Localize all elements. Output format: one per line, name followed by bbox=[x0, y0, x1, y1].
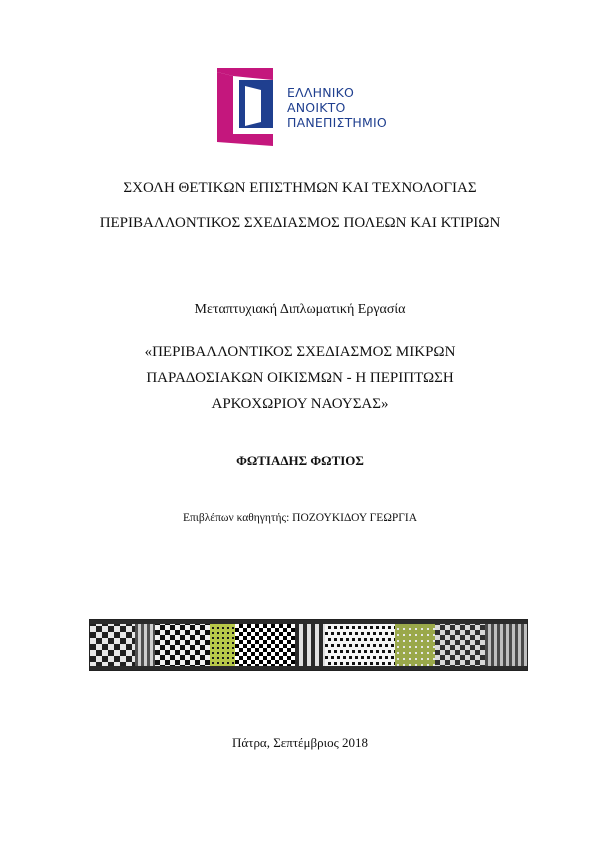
program-name: ΠΕΡΙΒΑΛΛΟΝΤΙΚΟΣ ΣΧΕΔΙΑΣΜΟΣ ΠΟΛΕΩΝ ΚΑΙ ΚΤΙΡΙΩΝ bbox=[99, 215, 501, 231]
author-name: ΦΩΤΙΑΔΗΣ ΦΩΤΙΟΣ bbox=[236, 453, 364, 468]
thesis-title-line-3: ΑΡΚΟΧΩΡΙΟΥ ΝΑΟΥΣΑΣ» bbox=[211, 396, 389, 412]
thesis-type: Μεταπτυχιακή Διπλωματική Εργασία bbox=[194, 302, 406, 317]
logo-line-2: ΑΝΟΙΚΤΟ bbox=[287, 100, 346, 115]
facade-collage-image bbox=[90, 620, 527, 670]
university-name bbox=[287, 85, 387, 130]
university-logo bbox=[217, 68, 407, 146]
thesis-title-line-2: ΠΑΡΑΔΟΣΙΑΚΩΝ ΟΙΚΙΣΜΩΝ - Η ΠΕΡΙΠΤΩΣΗ bbox=[146, 370, 454, 386]
thesis-title bbox=[0, 339, 600, 417]
school-name: ΣΧΟΛΗ ΘΕΤΙΚΩΝ ΕΠΙΣΤΗΜΩΝ ΚΑΙ ΤΕΧΝΟΛΟΓΙΑΣ bbox=[123, 180, 477, 196]
supervisor: Επιβλέπων καθηγητής: ΠΟΖΟΥΚΙΔΟΥ ΓΕΩΡΓΙΑ bbox=[182, 512, 418, 524]
university-logo-mark-icon bbox=[217, 68, 287, 146]
place-and-date: Πάτρα, Σεπτέμβριος 2018 bbox=[232, 735, 368, 750]
decorative-pattern-banner bbox=[89, 619, 528, 671]
logo-line-3: ΠΑΝΕΠΙΣΤΗΜΙΟ bbox=[287, 115, 387, 130]
thesis-title-line-1: «ΠΕΡΙΒΑΛΛΟΝΤΙΚΟΣ ΣΧΕΔΙΑΣΜΟΣ ΜΙΚΡΩΝ bbox=[144, 344, 456, 360]
logo-line-1: ΕΛΛΗΝΙΚΟ bbox=[287, 85, 355, 100]
